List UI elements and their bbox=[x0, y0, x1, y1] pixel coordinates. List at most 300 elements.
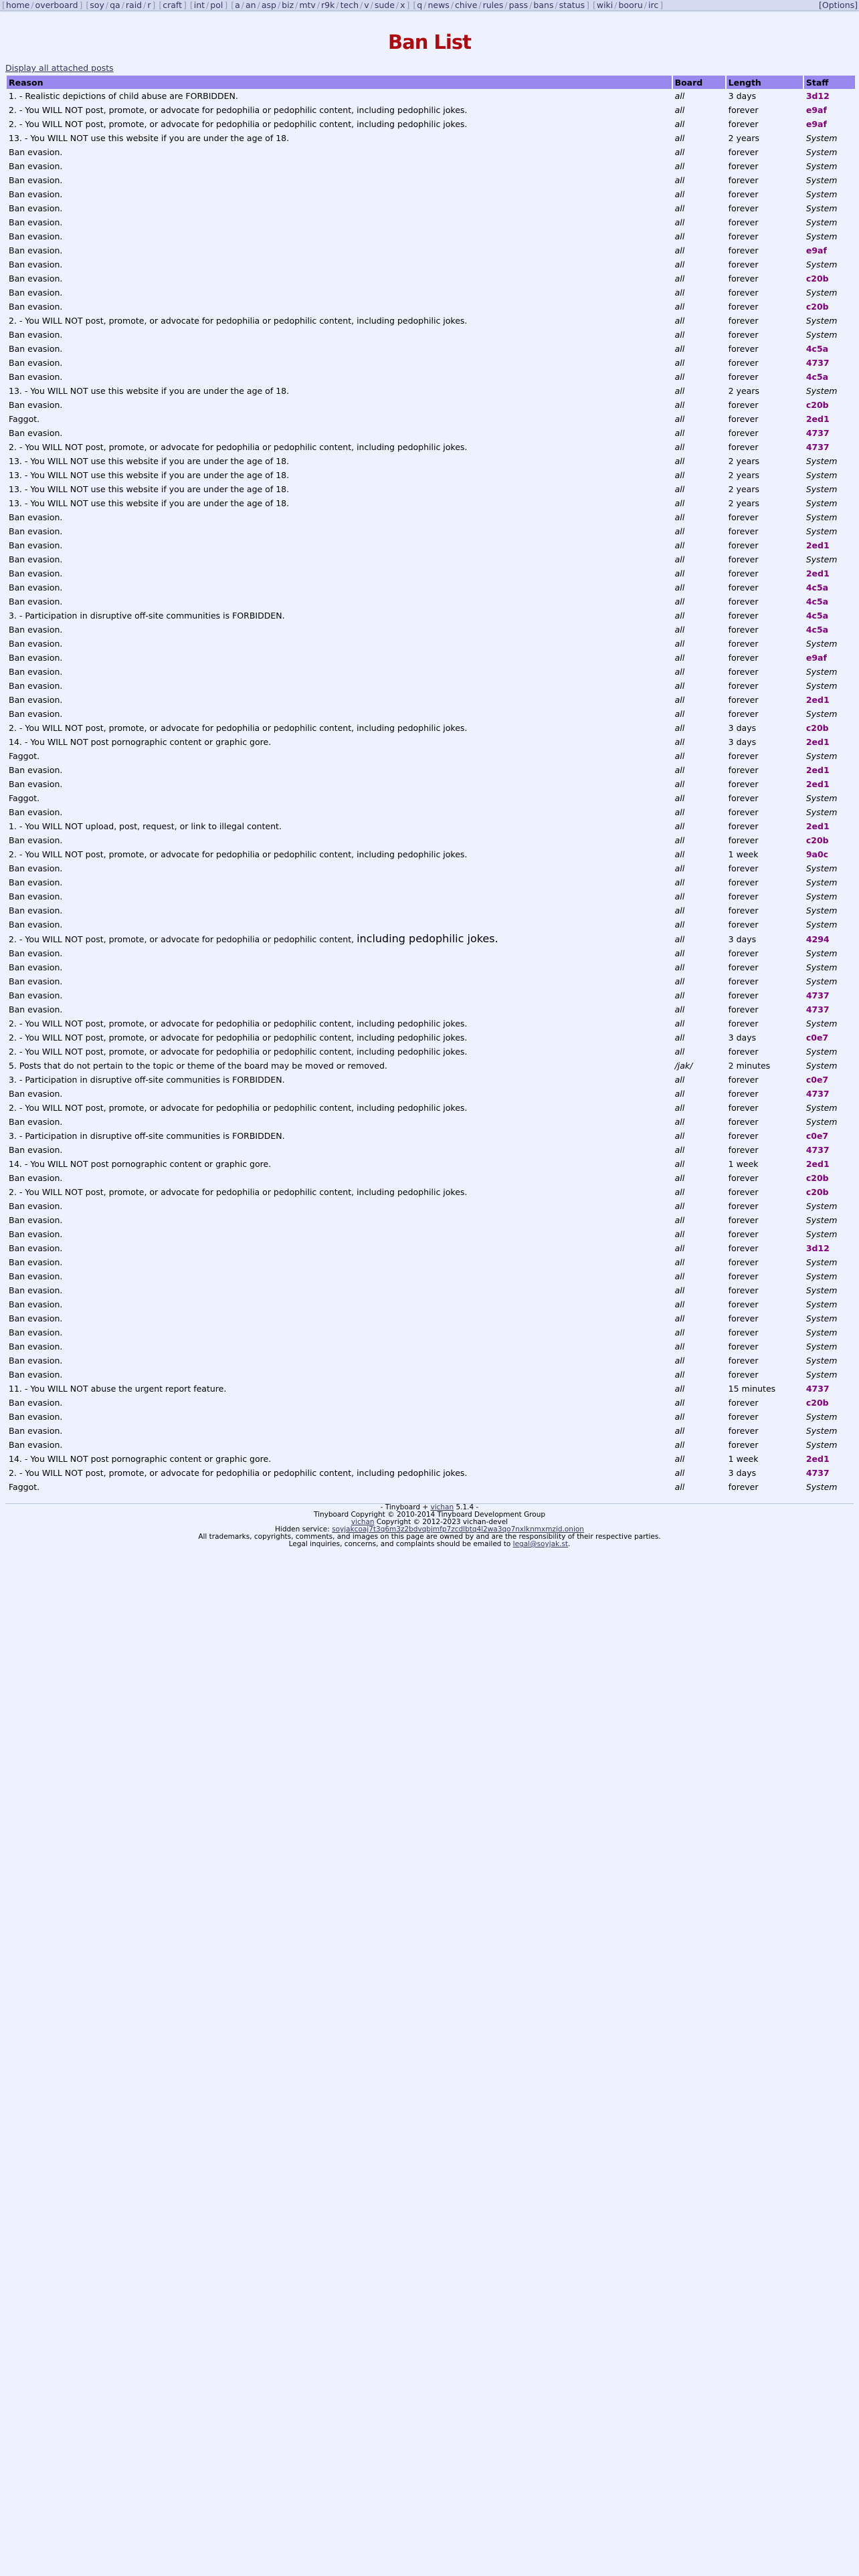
ban-row bbox=[7, 721, 855, 735]
ban-board: all bbox=[674, 372, 685, 382]
ban-staff: 9a0c bbox=[805, 849, 829, 859]
ban-length: 3 days bbox=[728, 723, 757, 733]
ban-row bbox=[7, 1480, 855, 1494]
ban-length: forever bbox=[728, 1426, 759, 1436]
ban-board: all bbox=[674, 1454, 685, 1464]
ban-staff: 4737 bbox=[805, 1384, 830, 1394]
ban-board: all bbox=[674, 568, 685, 578]
ban-staff: 4737 bbox=[805, 1089, 830, 1099]
ban-staff: c20b bbox=[805, 302, 829, 312]
ban-row bbox=[7, 243, 855, 257]
ban-length: forever bbox=[728, 807, 759, 817]
ban-staff: 2ed1 bbox=[805, 540, 830, 550]
nav-link-an[interactable]: an bbox=[246, 0, 256, 10]
ban-staff: c0e7 bbox=[805, 1131, 829, 1141]
ban-board: all bbox=[674, 1159, 685, 1169]
ban-staff: System bbox=[805, 386, 838, 396]
ban-staff: System bbox=[805, 1061, 838, 1071]
ban-row bbox=[7, 1016, 855, 1031]
ban-board: all bbox=[674, 653, 685, 663]
ban-length: 1 week bbox=[728, 849, 759, 859]
ban-reason: Ban evasion. bbox=[9, 1117, 63, 1127]
ban-board: all bbox=[674, 428, 685, 438]
ban-board: all bbox=[674, 1356, 685, 1366]
nav-link-raid[interactable]: raid bbox=[125, 0, 142, 10]
nav-link-asp[interactable]: asp bbox=[261, 0, 276, 10]
ban-staff: 2ed1 bbox=[805, 695, 830, 705]
ban-board: all bbox=[674, 1299, 685, 1309]
nav-separator: / bbox=[295, 0, 298, 10]
ban-row bbox=[7, 1424, 855, 1438]
ban-reason: Ban evasion. bbox=[9, 302, 63, 312]
ban-row bbox=[7, 103, 855, 117]
ban-reason: Ban evasion. bbox=[9, 1173, 63, 1183]
nav-link-int[interactable]: int bbox=[193, 0, 205, 10]
ban-row bbox=[7, 946, 855, 960]
ban-length: forever bbox=[728, 863, 759, 873]
ban-board: all bbox=[674, 1229, 685, 1239]
ban-length: forever bbox=[728, 400, 759, 410]
ban-row bbox=[7, 370, 855, 384]
nav-link-wiki[interactable]: wiki bbox=[596, 0, 613, 10]
ban-length: forever bbox=[728, 1271, 759, 1281]
ban-reason: Ban evasion. bbox=[9, 779, 63, 789]
ban-row bbox=[7, 1087, 855, 1101]
nav-link-r9k[interactable]: r9k bbox=[321, 0, 335, 10]
ban-row bbox=[7, 1157, 855, 1171]
nav-link-overboard[interactable]: overboard bbox=[35, 0, 78, 10]
ban-reason: Ban evasion. bbox=[9, 1327, 63, 1337]
ban-reason: 3. - Participation in disruptive off-site communities is FORBIDDEN. bbox=[9, 1075, 285, 1085]
ban-staff: System bbox=[805, 877, 838, 887]
ban-reason: 3. - Participation in disruptive off-site communities is FORBIDDEN. bbox=[9, 611, 285, 621]
ban-length: forever bbox=[728, 1173, 759, 1183]
ban-row bbox=[7, 482, 855, 496]
ban-board: all bbox=[674, 1075, 685, 1085]
nav-groups bbox=[1, 0, 663, 10]
header-board[interactable]: Board bbox=[673, 76, 725, 89]
ban-length: 3 days bbox=[728, 1468, 757, 1478]
ban-row bbox=[7, 1031, 855, 1045]
nav-link-x[interactable]: x bbox=[400, 0, 405, 10]
nav-separator: / bbox=[336, 0, 339, 10]
ban-staff: System bbox=[805, 330, 838, 340]
ban-length: forever bbox=[728, 793, 759, 803]
nav-link-booru[interactable]: booru bbox=[618, 0, 643, 10]
ban-length: forever bbox=[728, 147, 759, 157]
ban-board: all bbox=[674, 695, 685, 705]
ban-reason: Ban evasion. bbox=[9, 976, 63, 986]
ban-staff: System bbox=[805, 1341, 838, 1352]
ban-board: all bbox=[674, 863, 685, 873]
ban-staff: 4737 bbox=[805, 1145, 830, 1155]
ban-length: forever bbox=[728, 667, 759, 677]
footer-tinyboard-copyright: Tinyboard Copyright © 2010-2014 Tinyboard Development Group bbox=[313, 1511, 546, 1519]
nav-link-soy[interactable]: soy bbox=[90, 0, 104, 10]
ban-reason: 11. - You WILL NOT abuse the urgent report feature. bbox=[9, 1384, 227, 1394]
ban-board: all bbox=[674, 358, 685, 368]
ban-row bbox=[7, 889, 855, 903]
ban-staff: e9af bbox=[805, 653, 827, 663]
ban-staff: c20b bbox=[805, 1187, 829, 1197]
ban-row bbox=[7, 763, 855, 777]
ban-board: all bbox=[674, 498, 685, 508]
ban-length: forever bbox=[728, 1482, 759, 1492]
ban-length: 2 years bbox=[728, 133, 759, 143]
nav-link-home[interactable]: home bbox=[5, 0, 30, 10]
ban-board: all bbox=[674, 161, 685, 171]
ban-reason: Ban evasion. bbox=[9, 920, 63, 930]
ban-length: forever bbox=[728, 1356, 759, 1366]
ban-reason: Ban evasion. bbox=[9, 807, 63, 817]
ban-length: 1 week bbox=[728, 1454, 759, 1464]
ban-row bbox=[7, 580, 855, 595]
ban-staff: System bbox=[805, 1327, 838, 1337]
ban-staff: System bbox=[805, 905, 838, 916]
ban-staff: System bbox=[805, 1440, 838, 1450]
nav-link-bans[interactable]: bans bbox=[533, 0, 554, 10]
ban-list-table bbox=[5, 76, 856, 1494]
nav-link-pol[interactable]: pol bbox=[210, 0, 223, 10]
ban-row bbox=[7, 454, 855, 468]
ban-length: forever bbox=[728, 1089, 759, 1099]
nav-bracket: [ bbox=[159, 0, 163, 10]
ban-row bbox=[7, 89, 855, 103]
ban-staff: System bbox=[805, 667, 838, 677]
ban-row bbox=[7, 875, 855, 889]
ban-board: all bbox=[674, 639, 685, 649]
ban-row bbox=[7, 861, 855, 875]
ban-reason: Ban evasion. bbox=[9, 540, 63, 550]
nav-link-a[interactable]: a bbox=[235, 0, 240, 10]
nav-separator: / bbox=[529, 0, 533, 10]
ban-staff: System bbox=[805, 751, 838, 761]
footer-version: - Tinyboard + vichan 5.1.4 - bbox=[380, 1503, 479, 1511]
nav-separator: / bbox=[105, 0, 109, 10]
nav-bracket: ] bbox=[152, 0, 156, 10]
ban-length: forever bbox=[728, 653, 759, 663]
ban-reason-large: 2. - You WILL NOT post, promote, or advocate for pedophilia or pedophilic content, including pedophilic jokes. bbox=[9, 932, 498, 945]
ban-reason: Ban evasion. bbox=[9, 990, 63, 1000]
ban-row bbox=[7, 1283, 855, 1297]
display-posts-container bbox=[5, 63, 859, 73]
ban-reason: Ban evasion. bbox=[9, 1257, 63, 1267]
nav-separator: / bbox=[277, 0, 281, 10]
ban-length: forever bbox=[728, 554, 759, 564]
nav-link-qa[interactable]: qa bbox=[110, 0, 120, 10]
nav-separator: / bbox=[370, 0, 373, 10]
ban-row bbox=[7, 145, 855, 159]
ban-row bbox=[7, 609, 855, 623]
ban-board: all bbox=[674, 1468, 685, 1478]
ban-row bbox=[7, 272, 855, 286]
ban-reason: Ban evasion. bbox=[9, 1004, 63, 1014]
ban-reason: Ban evasion. bbox=[9, 948, 63, 958]
ban-staff: 4737 bbox=[805, 1468, 830, 1478]
ban-length: forever bbox=[728, 568, 759, 578]
legal-email-link[interactable]: legal@soyjak.st bbox=[512, 1540, 569, 1548]
ban-length: forever bbox=[728, 962, 759, 972]
ban-length: forever bbox=[728, 1370, 759, 1380]
nav-link-r[interactable]: r bbox=[147, 0, 151, 10]
ban-row bbox=[7, 496, 855, 510]
nav-link-v[interactable]: v bbox=[364, 0, 369, 10]
ban-length: forever bbox=[728, 316, 759, 326]
ban-row bbox=[7, 665, 855, 679]
footer-vichan-link[interactable]: vichan bbox=[430, 1503, 454, 1511]
ban-length: 2 years bbox=[728, 498, 759, 508]
ban-staff: 4737 bbox=[805, 428, 830, 438]
ban-staff: System bbox=[805, 1426, 838, 1436]
ban-row bbox=[7, 131, 855, 145]
header-length[interactable]: Length bbox=[727, 76, 803, 89]
nav-bracket: [ bbox=[413, 0, 417, 10]
ban-board: all bbox=[674, 709, 685, 719]
ban-staff: 4737 bbox=[805, 358, 830, 368]
nav-bracket: [ bbox=[2, 0, 5, 10]
ban-board: all bbox=[674, 807, 685, 817]
ban-board: all bbox=[674, 1412, 685, 1422]
options-link[interactable]: [Options] bbox=[819, 0, 858, 10]
ban-length: forever bbox=[728, 1047, 759, 1057]
nav-separator: / bbox=[31, 0, 34, 10]
ban-staff: System bbox=[805, 1018, 838, 1029]
ban-reason: Ban evasion. bbox=[9, 1398, 63, 1408]
ban-staff: System bbox=[805, 976, 838, 986]
ban-staff: System bbox=[805, 1103, 838, 1113]
ban-length: forever bbox=[728, 259, 759, 270]
ban-staff: System bbox=[805, 288, 838, 298]
nav-bracket: [ bbox=[86, 0, 90, 10]
nav-link-sude[interactable]: sude bbox=[374, 0, 395, 10]
ban-row bbox=[7, 1073, 855, 1087]
ban-reason: Ban evasion. bbox=[9, 1089, 63, 1099]
ban-staff: System bbox=[805, 1201, 838, 1211]
ban-row bbox=[7, 1311, 855, 1325]
ban-reason: Ban evasion. bbox=[9, 1356, 63, 1366]
ban-length: 1 week bbox=[728, 1159, 759, 1169]
ban-reason: Ban evasion. bbox=[9, 259, 63, 270]
footer bbox=[0, 1504, 859, 1548]
ban-length: forever bbox=[728, 1257, 759, 1267]
ban-reason: Ban evasion. bbox=[9, 681, 63, 691]
ban-length: forever bbox=[728, 905, 759, 916]
ban-row bbox=[7, 791, 855, 805]
ban-length: 15 minutes bbox=[728, 1384, 776, 1394]
ban-length: forever bbox=[728, 217, 759, 227]
ban-staff: 2ed1 bbox=[805, 765, 830, 775]
ban-reason: Ban evasion. bbox=[9, 330, 63, 340]
ban-row bbox=[7, 1227, 855, 1241]
ban-board: all bbox=[674, 1033, 685, 1043]
ban-board: all bbox=[674, 1313, 685, 1323]
ban-length: forever bbox=[728, 1103, 759, 1113]
ban-reason: Ban evasion. bbox=[9, 1285, 63, 1295]
ban-board: all bbox=[674, 681, 685, 691]
ban-board: all bbox=[674, 723, 685, 733]
ban-row bbox=[7, 524, 855, 538]
ban-row bbox=[7, 918, 855, 932]
ban-reason: 13. - You WILL NOT use this website if you are under the age of 18. bbox=[9, 470, 290, 480]
ban-row bbox=[7, 328, 855, 342]
ban-reason: Ban evasion. bbox=[9, 400, 63, 410]
ban-length: forever bbox=[728, 891, 759, 901]
ban-staff: 4294 bbox=[805, 934, 830, 944]
ban-length: forever bbox=[728, 442, 759, 452]
ban-length: forever bbox=[728, 203, 759, 213]
nav-link-biz[interactable]: biz bbox=[282, 0, 294, 10]
page-title: Ban List bbox=[388, 31, 471, 53]
nav-link-chive[interactable]: chive bbox=[455, 0, 478, 10]
ban-staff: c20b bbox=[805, 1398, 829, 1408]
nav-link-rules[interactable]: rules bbox=[482, 0, 504, 10]
ban-board: all bbox=[674, 934, 685, 944]
ban-staff: System bbox=[805, 1285, 838, 1295]
ban-staff: System bbox=[805, 1229, 838, 1239]
ban-reason: 2. - You WILL NOT post, promote, or advocate for pedophilia or pedophilic content, including pedophilic jokes. bbox=[9, 723, 468, 733]
ban-staff: System bbox=[805, 470, 838, 480]
ban-staff: c0e7 bbox=[805, 1033, 829, 1043]
ban-length: 2 years bbox=[728, 470, 759, 480]
ban-staff: System bbox=[805, 1356, 838, 1366]
nav-link-pass[interactable]: pass bbox=[508, 0, 529, 10]
ban-length: forever bbox=[728, 1075, 759, 1085]
nav-bracket: ] bbox=[224, 0, 228, 10]
nav-bracket: ] bbox=[406, 0, 410, 10]
nav-bracket: [ bbox=[189, 0, 193, 10]
ban-board: all bbox=[674, 512, 685, 522]
ban-length: forever bbox=[728, 1440, 759, 1450]
ban-length: forever bbox=[728, 231, 759, 241]
ban-board: all bbox=[674, 891, 685, 901]
nav-separator: / bbox=[316, 0, 320, 10]
footer-vichan-link-2[interactable]: vichan bbox=[351, 1518, 375, 1526]
ban-reason: 13. - You WILL NOT use this website if you are under the age of 18. bbox=[9, 484, 290, 494]
nav-separator: / bbox=[555, 0, 558, 10]
ban-board: all bbox=[674, 1243, 685, 1253]
header-reason[interactable]: Reason bbox=[7, 76, 672, 89]
ban-staff: System bbox=[805, 1047, 838, 1057]
ban-reason: Ban evasion. bbox=[9, 877, 63, 887]
ban-board: all bbox=[674, 905, 685, 916]
ban-board: all bbox=[674, 835, 685, 845]
ban-reason: 1. - You WILL NOT upload, post, request, or link to illegal content. bbox=[9, 821, 282, 831]
ban-board: all bbox=[674, 400, 685, 410]
ban-reason: Ban evasion. bbox=[9, 597, 63, 607]
ban-reason: 13. - You WILL NOT use this website if you are under the age of 18. bbox=[9, 498, 290, 508]
ban-board: all bbox=[674, 470, 685, 480]
ban-row bbox=[7, 566, 855, 580]
nav-link-craft[interactable]: craft bbox=[163, 0, 183, 10]
ban-board: all bbox=[674, 779, 685, 789]
ban-board: all bbox=[674, 877, 685, 887]
header-staff[interactable]: Staff bbox=[804, 76, 855, 89]
ban-board: all bbox=[674, 1482, 685, 1492]
ban-row bbox=[7, 1143, 855, 1157]
ban-length: forever bbox=[728, 1398, 759, 1408]
ban-board: all bbox=[674, 91, 685, 101]
ban-row bbox=[7, 1438, 855, 1452]
ban-table-header-row bbox=[7, 76, 855, 89]
ban-reason: Ban evasion. bbox=[9, 1145, 63, 1155]
ban-row bbox=[7, 651, 855, 665]
ban-reason: Faggot. bbox=[9, 751, 40, 761]
ban-row bbox=[7, 1002, 855, 1016]
display-all-posts-link[interactable]: Display all attached posts bbox=[5, 63, 114, 73]
ban-reason: 13. - You WILL NOT use this website if you are under the age of 18. bbox=[9, 386, 290, 396]
ban-length: 3 days bbox=[728, 91, 757, 101]
ban-length: forever bbox=[728, 274, 759, 284]
ban-board: all bbox=[674, 330, 685, 340]
ban-length: forever bbox=[728, 1145, 759, 1155]
ban-board: all bbox=[674, 189, 685, 199]
ban-row bbox=[7, 707, 855, 721]
ban-board: all bbox=[674, 948, 685, 958]
ban-length: forever bbox=[728, 821, 759, 831]
ban-staff: 2ed1 bbox=[805, 821, 830, 831]
nav-separator: / bbox=[206, 0, 209, 10]
ban-length: 3 days bbox=[728, 737, 757, 747]
nav-separator: / bbox=[423, 0, 427, 10]
ban-reason: Ban evasion. bbox=[9, 372, 63, 382]
ban-length: forever bbox=[728, 611, 759, 621]
ban-staff: System bbox=[805, 639, 838, 649]
nav-link-news[interactable]: news bbox=[427, 0, 450, 10]
ban-length: forever bbox=[728, 639, 759, 649]
nav-link-mtv[interactable]: mtv bbox=[299, 0, 316, 10]
nav-link-tech[interactable]: tech bbox=[340, 0, 359, 10]
ban-row bbox=[7, 1339, 855, 1354]
ban-board: all bbox=[674, 1004, 685, 1014]
ban-length: 3 days bbox=[728, 934, 757, 944]
nav-separator: / bbox=[450, 0, 454, 10]
hidden-service-link[interactable]: soyjakcoaj7t3q6m3z2bdvqbjmfp7zcdlbtq4l2wa3qo7nxlknmxmzid.onion bbox=[332, 1525, 584, 1533]
ban-reason: Faggot. bbox=[9, 414, 40, 424]
ban-row bbox=[7, 932, 855, 946]
ban-reason: 14. - You WILL NOT post pornographic content or graphic gore. bbox=[9, 1159, 272, 1169]
ban-reason: 14. - You WILL NOT post pornographic content or graphic gore. bbox=[9, 1454, 272, 1464]
nav-link-q[interactable]: q bbox=[417, 0, 423, 10]
nav-link-status[interactable]: status bbox=[559, 0, 585, 10]
ban-row bbox=[7, 1325, 855, 1339]
ban-row bbox=[7, 974, 855, 988]
nav-link-irc[interactable]: irc bbox=[648, 0, 659, 10]
ban-board: all bbox=[674, 751, 685, 761]
ban-length: forever bbox=[728, 751, 759, 761]
ban-row bbox=[7, 1045, 855, 1059]
ban-staff: 2ed1 bbox=[805, 414, 830, 424]
ban-row bbox=[7, 1466, 855, 1480]
ban-board: all bbox=[674, 386, 685, 396]
ban-reason: 2. - You WILL NOT post, promote, or advocate for pedophilia or pedophilic content, including pedophilic jokes. bbox=[9, 1103, 468, 1113]
ban-staff: 4c5a bbox=[805, 611, 829, 621]
ban-staff: System bbox=[805, 526, 838, 536]
ban-board: all bbox=[674, 990, 685, 1000]
ban-reason: Ban evasion. bbox=[9, 428, 63, 438]
ban-reason: 13. - You WILL NOT use this website if you are under the age of 18. bbox=[9, 456, 290, 466]
ban-staff: 4c5a bbox=[805, 625, 829, 635]
ban-staff: e9af bbox=[805, 105, 827, 115]
ban-reason: Ban evasion. bbox=[9, 835, 63, 845]
ban-reason: Ban evasion. bbox=[9, 1313, 63, 1323]
enlarged-text: including pedophilic jokes. bbox=[357, 932, 498, 945]
ban-row bbox=[7, 257, 855, 272]
ban-length: forever bbox=[728, 1131, 759, 1141]
ban-length: forever bbox=[728, 428, 759, 438]
ban-table-body bbox=[7, 89, 855, 1494]
ban-reason: Ban evasion. bbox=[9, 245, 63, 255]
ban-reason: Ban evasion. bbox=[9, 1215, 63, 1225]
